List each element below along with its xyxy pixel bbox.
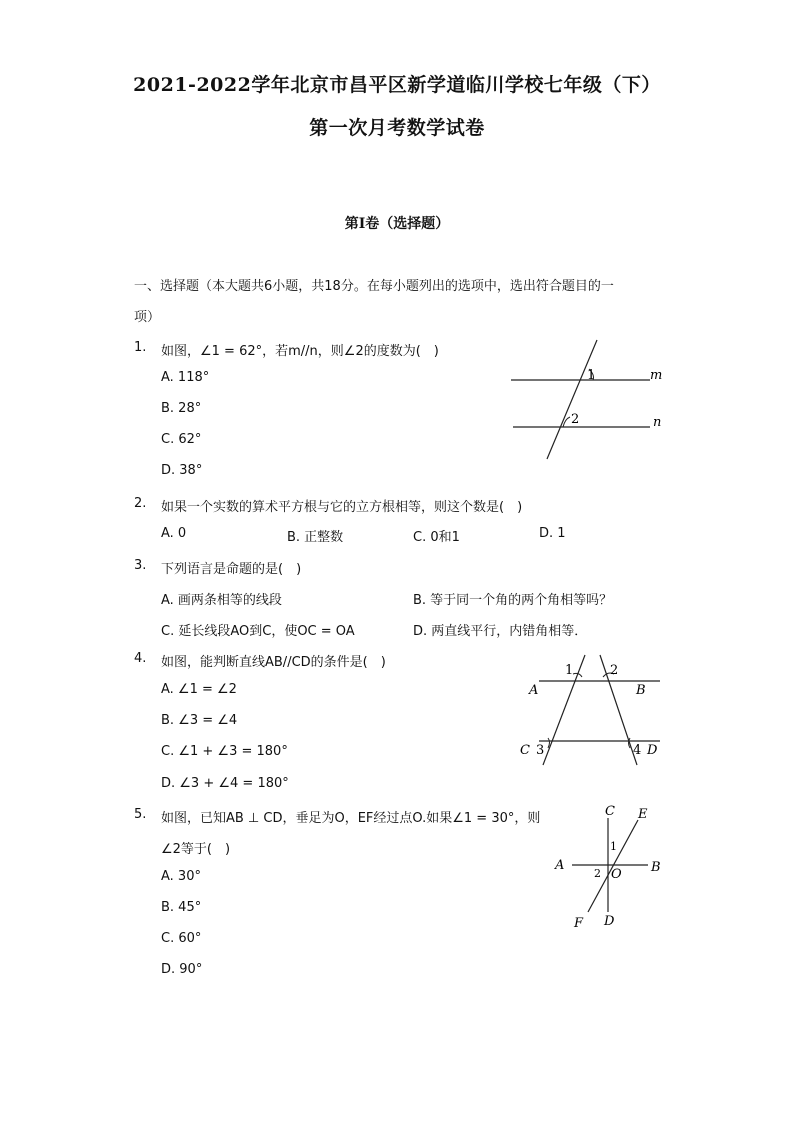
point-d-label: D bbox=[647, 743, 658, 758]
angle-1-label: 1 bbox=[610, 840, 617, 853]
question-stem: 如图，能判断直线AB//CD的条件是( ) bbox=[161, 655, 386, 670]
option-b[interactable]: B. 等于同一个角的两个角相等吗？ bbox=[413, 593, 613, 608]
option-a[interactable]: A. 118° bbox=[161, 370, 210, 385]
option-c[interactable]: C. 60° bbox=[161, 931, 202, 946]
option-a[interactable]: A. ∠1 = ∠2 bbox=[161, 682, 237, 697]
option-b[interactable]: B. 28° bbox=[161, 401, 202, 416]
point-f-label: F bbox=[574, 916, 584, 931]
question-number: 3. bbox=[134, 558, 147, 573]
angle-4-label: 4 bbox=[633, 743, 642, 758]
option-c[interactable]: C. 延长线段AO到C，使OC = OA bbox=[161, 624, 355, 639]
angle-1-label: 1 bbox=[565, 663, 574, 678]
question-stem-cont: ∠2等于( ) bbox=[161, 842, 231, 857]
page-subtitle: 第一次月考数学试卷 bbox=[309, 117, 485, 139]
point-c-label: C bbox=[520, 743, 530, 758]
angle-1-label: 1 bbox=[587, 368, 596, 383]
question-stem: 下列语言是命题的是( ) bbox=[161, 562, 302, 577]
option-c[interactable]: C. 0和1 bbox=[413, 530, 460, 545]
option-d[interactable]: D. 1 bbox=[539, 526, 566, 541]
option-c[interactable]: C. 62° bbox=[161, 432, 202, 447]
option-a[interactable]: A. 画两条相等的线段 bbox=[161, 593, 282, 608]
option-a[interactable]: A. 30° bbox=[161, 869, 201, 884]
angle-3-label: 3 bbox=[536, 743, 545, 758]
option-d[interactable]: D. 38° bbox=[161, 463, 203, 478]
line-m-label: m bbox=[650, 368, 663, 383]
question-stem: 如果一个实数的算术平方根与它的立方根相等，则这个数是( ) bbox=[161, 500, 523, 515]
figure-perpendicular bbox=[550, 800, 670, 932]
option-d[interactable]: D. 两直线平行，内错角相等． bbox=[413, 624, 588, 639]
point-a-label: A bbox=[529, 683, 539, 698]
option-d[interactable]: D. ∠3 + ∠4 = 180° bbox=[161, 776, 289, 791]
part-heading-cont: 项） bbox=[134, 310, 161, 325]
option-b[interactable]: B. ∠3 = ∠4 bbox=[161, 713, 238, 728]
figure-transversals bbox=[515, 650, 665, 770]
point-a-label: A bbox=[555, 858, 565, 873]
option-b[interactable]: B. 正整数 bbox=[287, 530, 344, 545]
option-d[interactable]: D. 90° bbox=[161, 962, 203, 977]
angle-2-label: 2 bbox=[571, 412, 580, 427]
volume-title: 第I卷（选择题） bbox=[344, 216, 450, 232]
option-c[interactable]: C. ∠1 + ∠3 = 180° bbox=[161, 744, 288, 759]
part-heading: 一、选择题（本大题共6小题，共18分。在每小题列出的选项中，选出符合题目的一 bbox=[134, 279, 614, 294]
question-stem: 如图，已知AB ⊥ CD，垂足为O，EF经过点O.如果∠1 = 30°，则 bbox=[161, 811, 541, 826]
question-number: 1. bbox=[134, 340, 147, 355]
point-o-label: O bbox=[611, 867, 622, 882]
point-d-label: D bbox=[604, 914, 615, 929]
line-n-label: n bbox=[653, 415, 662, 430]
point-e-label: E bbox=[638, 807, 648, 822]
question-stem: 如图，∠1 = 62°，若m//n，则∠2的度数为( ) bbox=[161, 344, 439, 359]
option-a[interactable]: A. 0 bbox=[161, 526, 187, 541]
angle-2-label: 2 bbox=[594, 867, 601, 880]
question-number: 5. bbox=[134, 807, 147, 822]
question-number: 2. bbox=[134, 496, 147, 511]
point-b-label: B bbox=[636, 683, 646, 698]
option-b[interactable]: B. 45° bbox=[161, 900, 202, 915]
angle-2-label: 2 bbox=[610, 663, 619, 678]
question-number: 4. bbox=[134, 651, 147, 666]
point-c-label: C bbox=[605, 804, 615, 819]
point-b-label: B bbox=[651, 860, 661, 875]
figure-parallel-lines bbox=[505, 335, 685, 465]
page-title: 2021-2022学年北京市昌平区新学道临川学校七年级（下） bbox=[133, 74, 661, 96]
